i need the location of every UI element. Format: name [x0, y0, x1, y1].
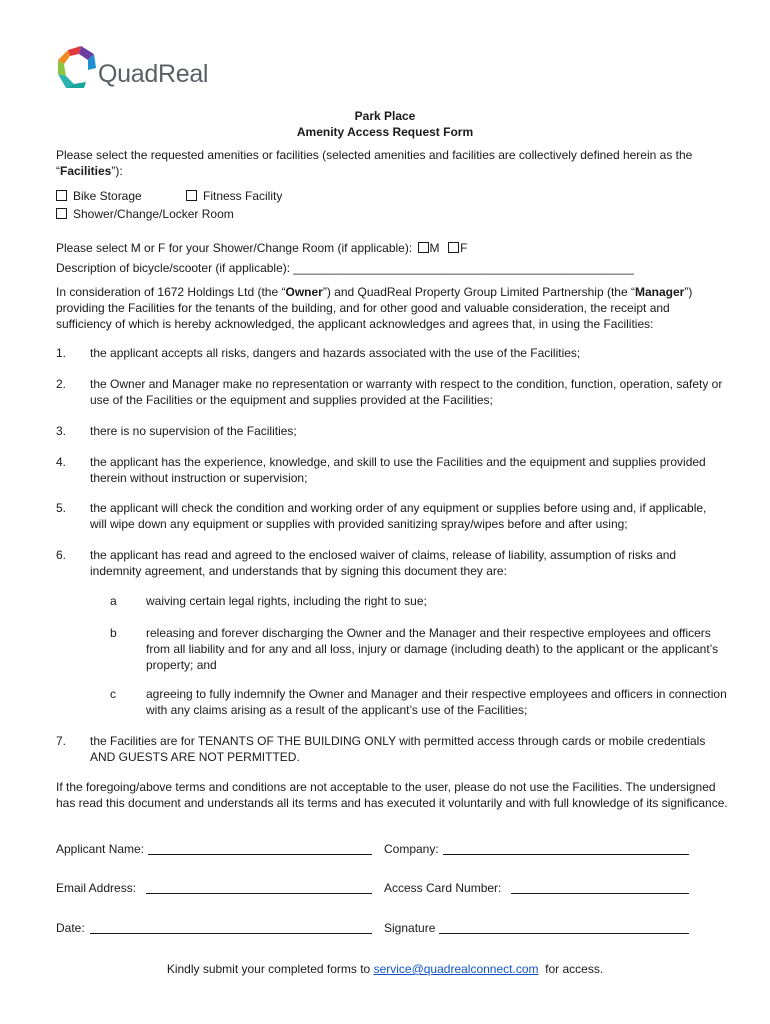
- bike-storage-checkbox[interactable]: [56, 190, 67, 201]
- list-item-text: there is no supervision of the Facilities;: [90, 424, 297, 438]
- quadreal-logo: [54, 44, 224, 94]
- form-title-line1: Park Place: [354, 109, 416, 123]
- bike-storage-option[interactable]: Bike Storage: [56, 188, 142, 204]
- shower-room-checkbox[interactable]: [56, 208, 67, 219]
- list-item-number: 4.: [56, 455, 67, 469]
- access-card-input[interactable]: [511, 893, 689, 894]
- sub-item-letter: a: [110, 594, 117, 608]
- list-item-number: 2.: [56, 377, 67, 391]
- fitness-facility-checkbox[interactable]: [186, 190, 197, 201]
- list-item-number: 1.: [56, 346, 67, 360]
- list-item-text: the applicant accepts all risks, dangers and hazards associated with the use of the Facilities;: [90, 346, 581, 360]
- logo-wordmark: QuadReal: [98, 60, 209, 88]
- signature-label: Signature: [384, 921, 436, 935]
- consideration-paragraph: In consideration of 1672 Holdings Ltd (the “Owner”) and QuadReal Property Group Limited Partnership (the “Manager”) providing the Facilities for the tenants of the building, and for other good and valuable consideration, the receipt and sufficiency of which is hereby acknowledged, the applicant acknowledges and agrees that, in using the Facilities:: [56, 285, 693, 331]
- list-item-number: 7.: [56, 734, 67, 748]
- email-label: Email Address:: [56, 881, 137, 895]
- applicant-name-input[interactable]: [148, 854, 372, 855]
- sub-item-text: releasing and forever discharging the Owner and the Manager and their respective employees and officers from all liability and for any and all loss, injury or damage (including death) to the applicant or the applicant’s property; and: [146, 626, 719, 672]
- company-label: Company:: [384, 842, 439, 856]
- fitness-facility-option[interactable]: Fitness Facility: [186, 188, 282, 204]
- sub-item-letter: b: [110, 626, 117, 640]
- applicant-name-label: Applicant Name:: [56, 842, 145, 856]
- list-item-number: 3.: [56, 424, 67, 438]
- date-input[interactable]: [90, 933, 372, 934]
- list-item-number: 5.: [56, 501, 67, 515]
- company-input[interactable]: [443, 854, 689, 855]
- submission-instructions: Kindly submit your completed forms to service@quadrealconnect.com for access.: [166, 962, 604, 976]
- access-card-label: Access Card Number:: [384, 881, 502, 895]
- email-input[interactable]: [146, 893, 372, 894]
- intro-paragraph: Please select the requested amenities or facilities (selected amenities and facilities are collectively defined herein as the “Facilities”):: [56, 148, 693, 178]
- list-item-text: the applicant has read and agreed to the enclosed waiver of claims, release of liability, assumption of risks and indemnity agreement, and understands that by signing this document they are:: [90, 548, 677, 578]
- gender-selection: Please select M or F for your Shower/Change Room (if applicable): M F: [56, 241, 468, 255]
- gender-f-checkbox[interactable]: [448, 242, 459, 253]
- list-item-text: the Owner and Manager make no representation or warranty with respect to the condition, function, operation, safety or use of the Facilities or the equipment and supplies provided at the Facilities;: [90, 377, 723, 407]
- list-item-text: the applicant will check the condition and working order of any equipment or supplies before using and, if applicable, will wipe down any equipment or supplies with provided sanitizing spray/wipes before and after using;: [90, 501, 707, 531]
- sub-item-letter: c: [110, 687, 116, 701]
- closing-paragraph: If the foregoing/above terms and conditions are not acceptable to the user, please do not use the Facilities. The undersigned has read this document and understands all its terms and has executed it voluntarily and with full knowledge of its significance.: [56, 780, 728, 810]
- bicycle-description-field[interactable]: Description of bicycle/scooter (if applicable): ___________________________________________________: [56, 261, 634, 275]
- list-item-text: the Facilities are for TENANTS OF THE BUILDING ONLY with permitted access through cards or mobile credentials AND GUESTS ARE NOT PERMITTED.: [90, 734, 706, 764]
- quadreal-logo-icon: [54, 44, 100, 90]
- list-item-text: the applicant has the experience, knowledge, and skill to use the Facilities and the equipment and supplies provided therein without instruction or supervision;: [90, 455, 706, 485]
- shower-room-option[interactable]: Shower/Change/Locker Room: [56, 206, 234, 222]
- service-email-link[interactable]: service@quadrealconnect.com: [373, 962, 539, 976]
- gender-m-checkbox[interactable]: [418, 242, 429, 253]
- list-item-number: 6.: [56, 548, 67, 562]
- form-title-line2: Amenity Access Request Form: [296, 125, 474, 139]
- sub-item-text: agreeing to fully indemnify the Owner and Manager and their respective employees and officers in connection with any claims arising as a result of the applicant’s use of the Facilities;: [146, 687, 727, 717]
- sub-item-text: waiving certain legal rights, including the right to sue;: [146, 594, 427, 608]
- date-label: Date:: [56, 921, 85, 935]
- signature-input[interactable]: [439, 933, 689, 934]
